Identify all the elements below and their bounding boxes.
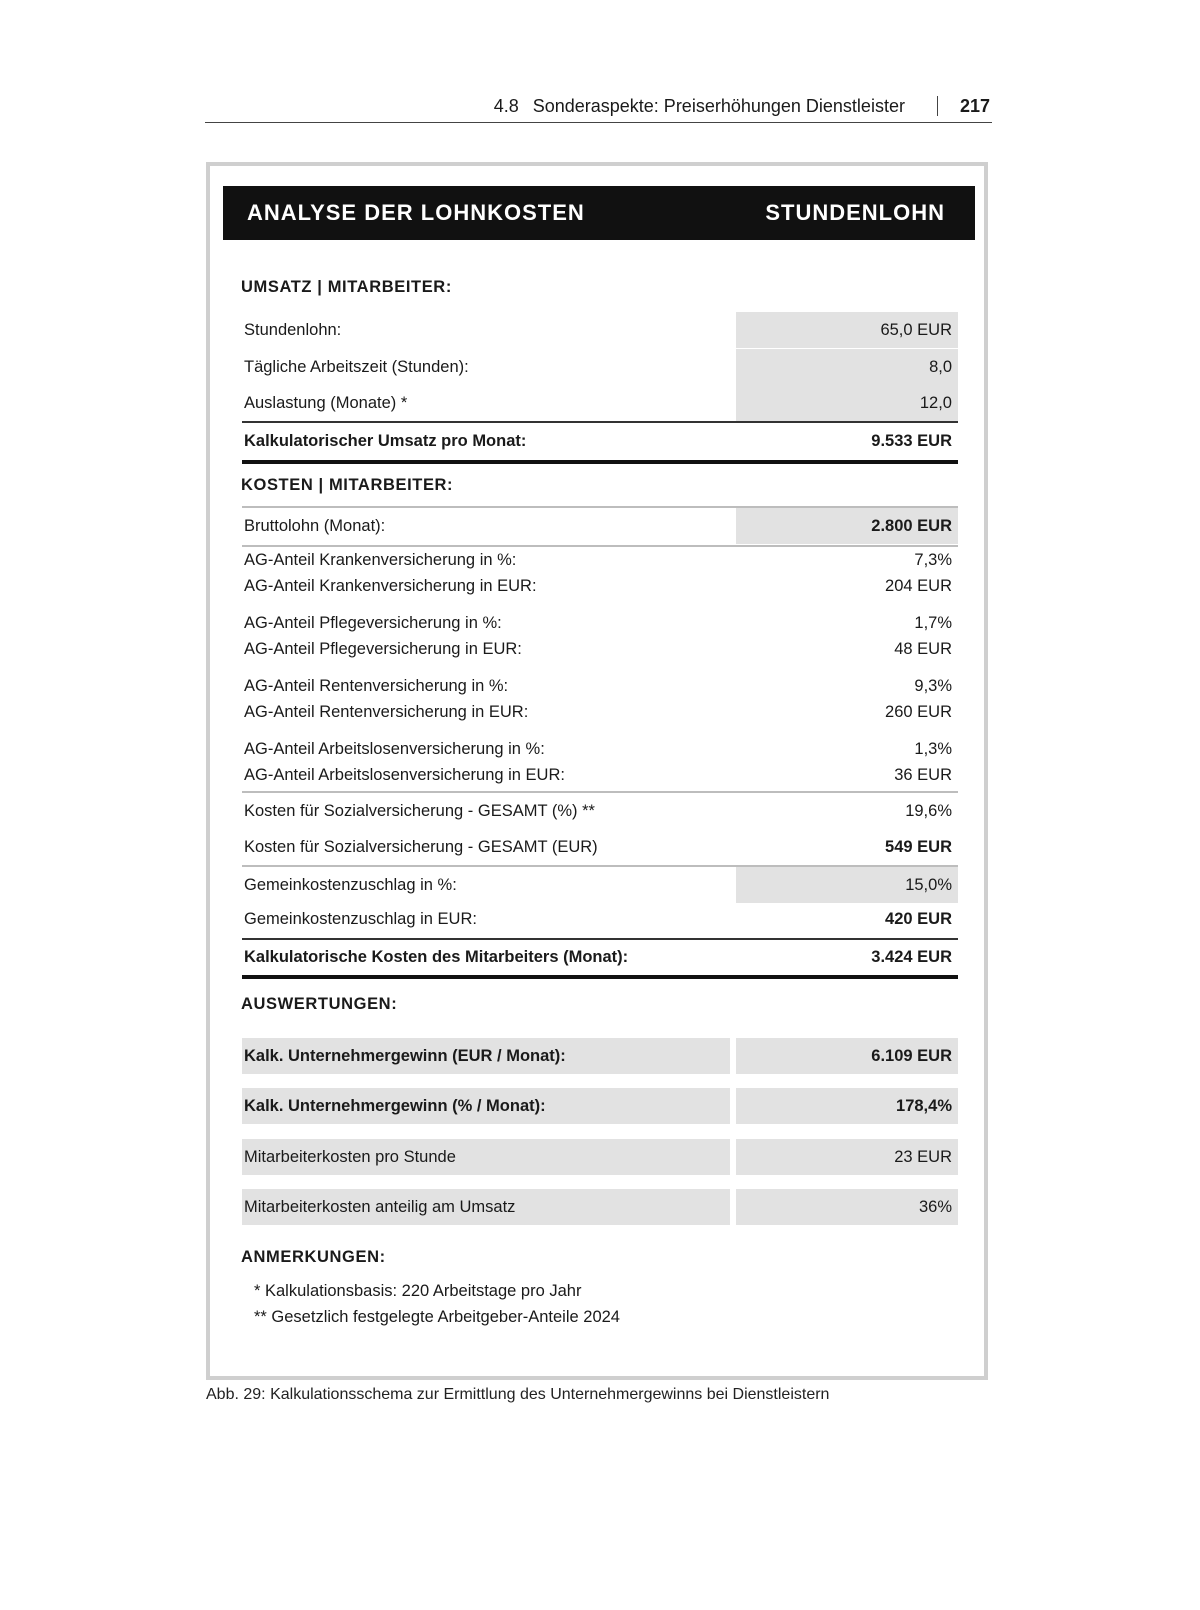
row-label: AG-Anteil Pflegeversicherung in %: [244, 613, 502, 632]
row-value: 1,7% [914, 613, 952, 632]
row-label: AG-Anteil Arbeitslosenversicherung in %: [244, 739, 545, 758]
section-number: 4.8 [493, 95, 519, 116]
anmerkungen-heading: ANMERKUNGEN: [241, 1248, 386, 1266]
total-value: 3.424 EUR [871, 947, 952, 966]
row-label: Kalk. Unternehmergewinn (% / Monat): [242, 1088, 730, 1124]
row-label: Mitarbeiterkosten anteilig am Umsatz [242, 1189, 730, 1225]
thick-divider [242, 460, 958, 464]
row-label: AG-Anteil Rentenversicherung in %: [244, 676, 509, 695]
total-label: Kalkulatorischer Umsatz pro Monat: [244, 431, 527, 450]
row-value: 12,0 [736, 385, 958, 421]
row-label: AG-Anteil Rentenversicherung in EUR: [244, 702, 529, 721]
kosten-total-row [242, 939, 958, 975]
auswertungen-heading: AUSWERTUNGEN: [241, 995, 398, 1013]
row-label: AG-Anteil Arbeitslosenversicherung in EUR: [244, 765, 565, 784]
row-label: Mitarbeiterkosten pro Stunde [242, 1139, 730, 1175]
page-number: 217 [959, 95, 990, 116]
row-label: Kalk. Unternehmergewinn (EUR / Monat): [242, 1038, 730, 1074]
kosten-row [242, 547, 958, 573]
row-value: 549 EUR [885, 837, 952, 856]
kosten-heading: KOSTEN | MITARBEITER: [241, 476, 454, 494]
header-divider [937, 96, 938, 116]
banner-subtitle: STUNDENLOHN [765, 200, 945, 225]
row-value: 7,3% [914, 550, 952, 569]
row-value: 9,3% [914, 676, 952, 695]
umsatz-total-row [242, 423, 958, 459]
note: ** Gesetzlich festgelegte Arbeitgeber-Anteile 2024 [254, 1308, 620, 1326]
kosten-row [242, 762, 958, 788]
row-value: 6.109 EUR [736, 1038, 958, 1074]
gk-eur-row [242, 901, 958, 937]
row-value: 204 EUR [885, 576, 952, 595]
sv-pct-row [242, 793, 958, 829]
banner-title: ANALYSE DER LOHNKOSTEN [247, 200, 585, 225]
row-label: AG-Anteil Krankenversicherung in EUR: [244, 576, 537, 595]
title-banner [223, 186, 975, 240]
caption-text: Kalkulationsschema zur Ermittlung des Unternehmergewinns bei Dienstleistern [270, 1386, 830, 1403]
row-value: 260 EUR [885, 702, 952, 721]
row-label: Gemeinkostenzuschlag in %: [244, 875, 457, 894]
running-header [205, 90, 992, 123]
figure-caption [206, 1386, 829, 1404]
row-value: 65,0 EUR [736, 312, 958, 348]
umsatz-heading: UMSATZ | MITARBEITER: [241, 278, 452, 296]
row-label: Auslastung (Monate) * [244, 393, 408, 412]
row-label: Stundenlohn: [244, 320, 342, 339]
brutto-row [242, 508, 958, 544]
row-label: Gemeinkostenzuschlag in EUR: [244, 909, 477, 928]
row-label: Tägliche Arbeitszeit (Stunden): [244, 357, 469, 376]
row-value: 23 EUR [736, 1139, 958, 1175]
row-label: Kosten für Sozialversicherung - GESAMT (%) ** [244, 801, 595, 820]
thick-divider [242, 975, 958, 979]
sv-eur-row [242, 829, 958, 865]
total-label: Kalkulatorische Kosten des Mitarbeiters (Monat): [244, 947, 629, 966]
row-value: 2.800 EUR [736, 508, 958, 544]
row-value: 15,0% [736, 867, 958, 903]
caption-label: Abb. 29: [206, 1386, 266, 1403]
kosten-row [242, 573, 958, 599]
umsatz-row [242, 385, 958, 421]
auswertung-row [242, 1038, 958, 1074]
kosten-row [242, 699, 958, 725]
row-value: 48 EUR [894, 639, 952, 658]
gk-pct-row [242, 867, 958, 903]
kosten-row [242, 636, 958, 662]
auswertung-row [242, 1088, 958, 1124]
auswertung-row [242, 1139, 958, 1175]
calculation-box [206, 162, 988, 1380]
umsatz-row [242, 349, 958, 385]
kosten-row [242, 736, 958, 762]
row-value: 36 EUR [894, 765, 952, 784]
row-label: AG-Anteil Krankenversicherung in %: [244, 550, 517, 569]
row-label: Bruttolohn (Monat): [244, 516, 386, 535]
kosten-row [242, 610, 958, 636]
note: * Kalkulationsbasis: 220 Arbeitstage pro Jahr [254, 1282, 582, 1300]
row-value: 1,3% [914, 739, 952, 758]
auswertung-row [242, 1189, 958, 1225]
row-value: 420 EUR [885, 909, 952, 928]
row-value: 36% [736, 1189, 958, 1225]
row-label: AG-Anteil Pflegeversicherung in EUR: [244, 639, 522, 658]
kosten-row [242, 673, 958, 699]
row-value: 19,6% [905, 801, 952, 820]
row-label: Kosten für Sozialversicherung - GESAMT (EUR) [244, 837, 598, 856]
section-title: Sonderaspekte: Preiserhöhungen Dienstleister [532, 95, 905, 116]
total-value: 9.533 EUR [871, 431, 952, 450]
row-value: 8,0 [736, 349, 958, 385]
umsatz-row [242, 312, 958, 348]
row-value: 178,4% [736, 1088, 958, 1124]
